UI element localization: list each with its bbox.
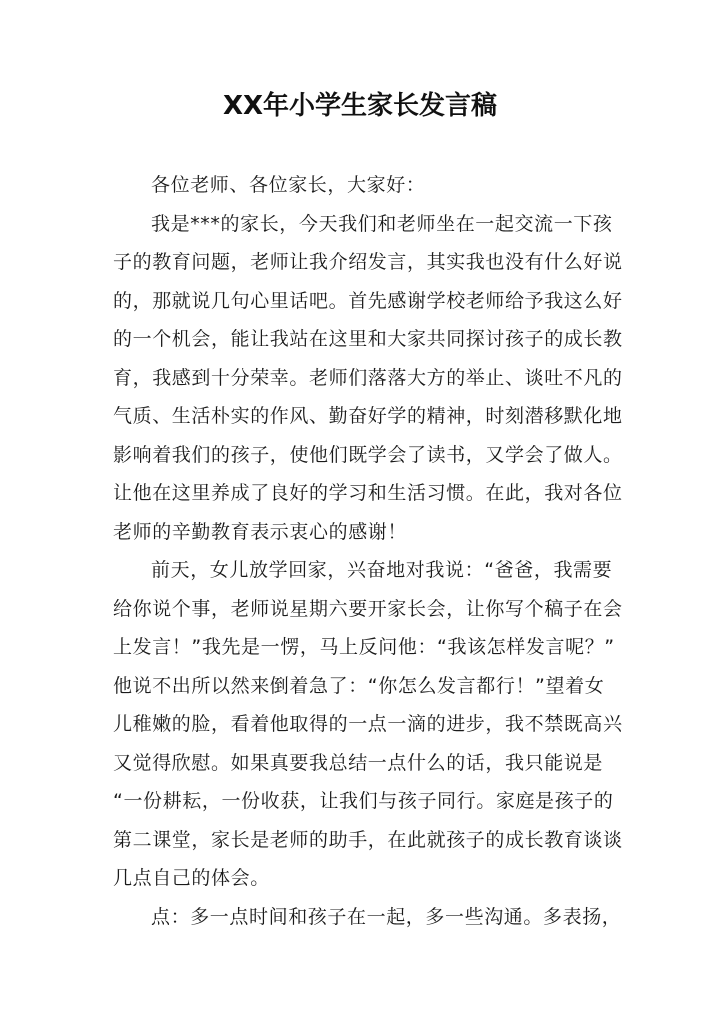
text-line: 让他在这里养成了良好的学习和生活习惯。在此，我对各位 (113, 482, 623, 504)
text-line: 他说不出所以然来倒着急了：“你怎么发言都行！”望着女 (113, 674, 605, 697)
text-line: 又觉得欣慰。如果真要我总结一点什么的话，我只能说是 (113, 751, 604, 774)
text-line: 儿稚嫩的脸，看着他取得的一点一滴的进步，我不禁既高兴 (113, 713, 623, 735)
text-line: 点：多一点时间和孩子在一起，多一些沟通。多表扬， (151, 905, 622, 928)
text-line: 影响着我们的孩子，使他们既学会了读书，又学会了做人。 (113, 443, 623, 466)
text-line: 给你说个事，老师说星期六要开家长会，让你写个稿子在会 (113, 597, 623, 620)
text-line: 第二课堂，家长是老师的助手，在此就孩子的成长教育谈谈 (113, 828, 623, 851)
text-line: 我是***的家长，今天我们和老师坐在一起交流一下孩 (151, 212, 613, 235)
text-line: 的一个机会，能让我站在这里和大家共同探讨孩子的成长教 (113, 328, 623, 350)
document-body (113, 166, 623, 936)
text-line: 几点自己的体会。 (113, 867, 270, 889)
text-line: 子的教育问题，老师让我介绍发言，其实我也没有什么好说 (113, 251, 623, 273)
text-line: 老师的辛勤教育表示衷心的感谢！ (113, 520, 408, 543)
text-line: 的，那就说几句心里话吧。首先感谢学校老师给予我这么好 (113, 289, 623, 312)
text-line: 育，我感到十分荣幸。老师们落落大方的举止、谈吐不凡的 (113, 366, 623, 389)
text-line: “一份耕耘，一份收获，让我们与孩子同行。家庭是孩子的 (113, 790, 614, 812)
text-line: 前天，女儿放学回家，兴奋地对我说：“爸爸，我需要 (151, 559, 613, 581)
text-line: 气质、生活朴实的作风、勤奋好学的精神，时刻潜移默化地 (113, 405, 623, 427)
document-title: XX年小学生家长发言稿 (222, 91, 498, 121)
text-line: 各位老师、各位家长，大家好： (151, 174, 426, 196)
text-line: 上发言！”我先是一愣，马上反问他：“我该怎样发言呢？” (113, 636, 615, 658)
